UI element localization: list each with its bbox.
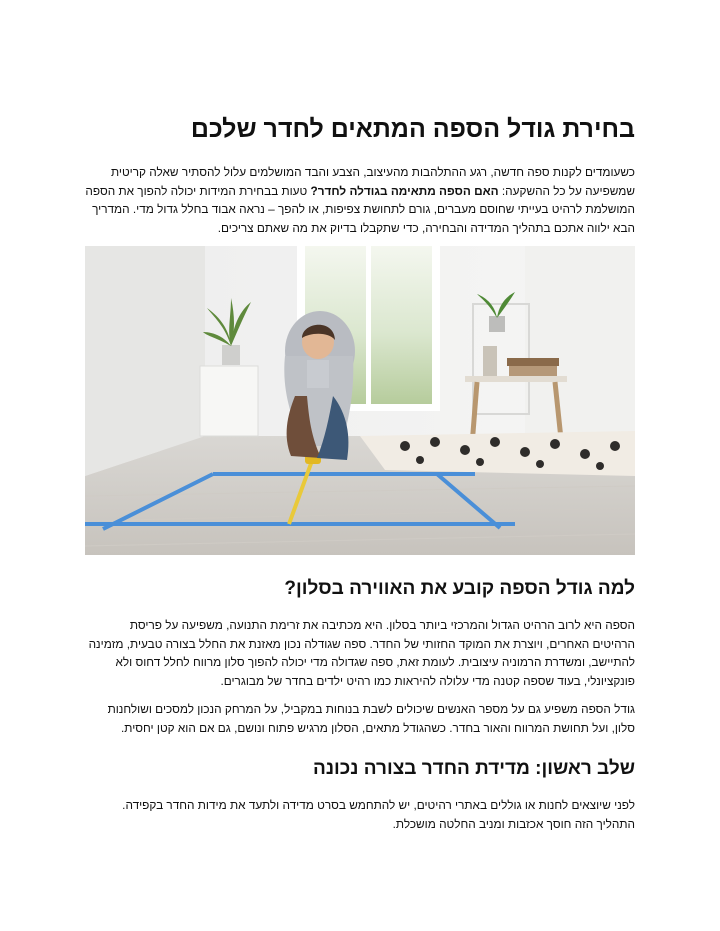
section2-paragraph-1: לפני שיוצאים לחנות או גוללים באתרי רהיטים, יש להתחמש בסרט מדידה ולתעד את מידות החדר בקפידה. התהליך הזה חוסך אכזבות ומניב החלטה מושכלת. <box>122 798 635 831</box>
intro-text-start: כשעומדים לקנות ספה חדשה, רגע ההתלהבות מהעיצוב, הצבע והבד המושלמים עלול להסתיר שאלה קריטית שמשפיעה על כל ההשקעה: <box>110 165 635 198</box>
intro-bold-question: האם הספה מתאימה בגודלה לחדר? <box>310 183 499 198</box>
intro-text-end: טעות בבחירת המידות יכולה להפוך את הספה המושלמת לרהיט בעייתי שחוסם מעברים, גורם לתחושת צפיפות, או להפך – נראה אבוד בחלל גדול מדי. המדריך הבא ילווה אתכם בתהליך המדידה והבחירה, כדי שתקבלו בדיוק את מה שאתם צריכים. <box>85 183 635 235</box>
page-title: בחירת גודל הספה המתאים לחדר שלכם <box>190 115 635 143</box>
hero-image <box>85 246 635 555</box>
section1-paragraph-1: הספה היא לרוב הרהיט הגדול והמרכזי ביותר בסלון. היא מכתיבה את זרימת התנועה, משפיעה על פריסת הרהיטים האחרים, ויוצרת את המוקד החזותי של החדר. ספה שגודלה נכון מאזנת את החלל בצורה טבעית, מזמינה להתיישב, ומשדרת הרמוניה עיצובית. לעומת זאת, ספה שגדולה מדי יכולה להפוך סלון מרווח לחלל דחוס ולא פונקציונלי, בעוד שספה קטנה מדי עלולה להיראות כמו רהיט ילדים בחדר של מבוגרים. <box>88 618 635 688</box>
section1-paragraph-2: גודל הספה משפיע גם על מספר האנשים שיכולים לשבת בנוחות במקביל, על המרחק הנכון למסכים ושולחנות סלון, ועל תחושת המרווח והאור בחדר. כשהגודל מתאים, הסלון מרגיש פתוח ונושם, גם אם הוא קטן יחסית. <box>107 702 635 735</box>
intro-paragraph <box>85 163 635 237</box>
section-heading-why-size: למה גודל הספה קובע את האווירה בסלון? <box>284 578 635 599</box>
section-heading-measure-room: שלב ראשון: מדידת החדר בצורה נכונה <box>313 758 635 779</box>
